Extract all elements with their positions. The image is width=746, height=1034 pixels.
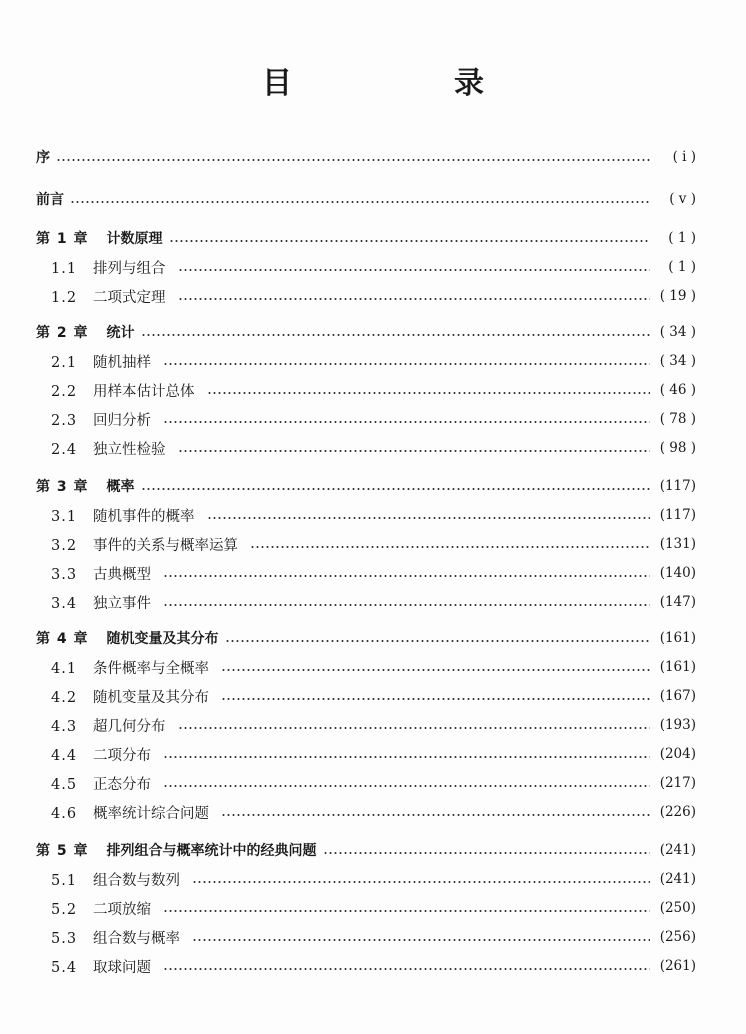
dot-leader — [250, 546, 650, 548]
toc-page-number: (241) — [659, 842, 696, 858]
toc-page-number: ( ⅰ ) — [672, 149, 696, 165]
toc-section-entry — [36, 408, 696, 430]
toc-entry-title — [51, 534, 238, 555]
toc-entry-number: 3.4 — [51, 595, 78, 612]
toc-chapter-entry — [36, 188, 696, 210]
toc-page-number: (161) — [659, 659, 696, 675]
dot-leader — [141, 488, 651, 490]
toc-entry-title — [51, 563, 151, 584]
toc-page-number: (204) — [659, 746, 696, 762]
toc-entry-label: 排列与组合 — [93, 260, 166, 277]
dot-leader — [163, 785, 650, 787]
dot-leader — [207, 392, 651, 394]
dot-leader — [192, 881, 650, 883]
toc-entry-label: 随机抽样 — [93, 354, 151, 371]
dot-leader — [221, 669, 650, 671]
toc-entry-label: 二项分布 — [93, 747, 151, 764]
dot-leader — [163, 363, 650, 365]
toc-entry-label: 二项放缩 — [93, 901, 151, 918]
toc-entry-number: 2.1 — [51, 354, 78, 371]
toc-entry-number: 1.1 — [51, 260, 78, 277]
toc-entry-label: 正态分布 — [93, 776, 151, 793]
dot-leader — [221, 698, 650, 700]
toc-page-number: (250) — [659, 900, 696, 916]
toc-page-number: ( ⅴ ) — [669, 191, 696, 207]
toc-entry-title — [51, 286, 166, 307]
toc-entry-label: 取球问题 — [93, 959, 151, 976]
toc-page-number: (256) — [659, 929, 696, 945]
dot-leader — [178, 450, 651, 452]
dot-leader — [192, 939, 650, 941]
toc-entry-title — [51, 715, 166, 736]
toc-entry-label: 条件概率与全概率 — [93, 660, 209, 677]
dot-leader — [225, 640, 651, 642]
toc-page-number: (193) — [659, 717, 696, 733]
toc-entry-title — [51, 351, 151, 372]
toc-page-number: (140) — [659, 565, 696, 581]
toc-entry-number: 2.2 — [51, 383, 78, 400]
dot-leader — [163, 968, 650, 970]
toc-section-entry — [36, 868, 696, 890]
toc-entry-label: 独立性检验 — [93, 441, 166, 458]
toc-section-entry — [36, 504, 696, 526]
toc-entry-title — [36, 322, 135, 342]
toc-section-entry — [36, 437, 696, 459]
toc-page-number: (241) — [659, 871, 696, 887]
toc-entry-label: 统计 — [106, 325, 135, 341]
toc-page-number: (167) — [659, 688, 696, 704]
toc-entry-number: 2.3 — [51, 412, 78, 429]
toc-section-entry — [36, 256, 696, 278]
toc-entry-label: 回归分析 — [93, 412, 151, 429]
toc-entry-number: 3.1 — [51, 508, 78, 525]
toc-section-entry — [36, 897, 696, 919]
toc-entry-title — [36, 840, 317, 860]
toc-entry-title — [51, 927, 180, 948]
toc-section-entry — [36, 591, 696, 613]
toc-entry-title — [51, 380, 195, 401]
toc-section-entry — [36, 379, 696, 401]
toc-page-number: (131) — [659, 536, 696, 552]
toc-section-entry — [36, 955, 696, 977]
dot-leader — [141, 334, 651, 336]
toc-entry-number: 4.5 — [51, 776, 78, 793]
toc-section-entry — [36, 772, 696, 794]
dot-leader — [163, 421, 650, 423]
toc-entry-title — [51, 956, 151, 977]
toc-entry-number: 第 1 章 — [36, 231, 89, 247]
toc-entry-title — [51, 773, 151, 794]
toc-entry-number: 1.2 — [51, 289, 78, 306]
toc-entry-title — [36, 628, 219, 648]
dot-leader — [163, 910, 650, 912]
toc-entry-title — [51, 438, 166, 459]
toc-section-entry — [36, 533, 696, 555]
toc-chapter-entry — [36, 321, 696, 343]
toc-entry-title — [36, 147, 50, 167]
toc-entry-label: 概率 — [106, 479, 135, 495]
toc-entry-number: 4.6 — [51, 805, 78, 822]
toc-entry-number: 2.4 — [51, 441, 78, 458]
toc-section-entry — [36, 801, 696, 823]
toc-page-number: (117) — [659, 478, 696, 494]
toc-entry-label: 独立事件 — [93, 595, 151, 612]
toc-chapter-entry — [36, 146, 696, 168]
dot-leader — [178, 298, 651, 300]
toc-entry-title — [36, 189, 64, 209]
toc-page-number: ( 1 ) — [668, 259, 696, 275]
toc-entry-title — [51, 505, 195, 526]
toc-page-number: ( 1 ) — [668, 230, 696, 246]
toc-entry-number: 5.3 — [51, 930, 78, 947]
toc-section-entry — [36, 926, 696, 948]
toc-entry-number: 4.1 — [51, 660, 78, 677]
toc-entry-label: 排列组合与概率统计中的经典问题 — [106, 843, 317, 859]
toc-entry-label: 概率统计综合问题 — [93, 805, 209, 822]
toc-entry-label: 计数原理 — [106, 231, 163, 247]
toc-entry-title — [51, 802, 209, 823]
page-title: 目 录 — [262, 66, 550, 101]
toc-entry-number: 3.2 — [51, 537, 78, 554]
toc-entry-label: 随机事件的概率 — [93, 508, 195, 525]
toc-entry-label: 组合数与概率 — [93, 930, 180, 947]
toc-entry-number: 第 3 章 — [36, 479, 89, 495]
toc-chapter-entry — [36, 839, 696, 861]
toc-entry-title — [51, 898, 151, 919]
toc-entry-label: 随机变量及其分布 — [93, 689, 209, 706]
dot-leader — [323, 852, 651, 854]
dot-leader — [178, 269, 651, 271]
toc-section-entry — [36, 350, 696, 372]
toc-entry-title — [51, 686, 209, 707]
toc-page-number: (226) — [659, 804, 696, 820]
toc-entry-number: 4.4 — [51, 747, 78, 764]
toc-entry-label: 超几何分布 — [93, 718, 166, 735]
toc-section-entry — [36, 743, 696, 765]
toc-entry-title — [51, 257, 166, 278]
toc-chapter-entry — [36, 227, 696, 249]
toc-entry-title — [51, 592, 151, 613]
toc-entry-number: 4.3 — [51, 718, 78, 735]
toc-entry-number: 3.3 — [51, 566, 78, 583]
dot-leader — [163, 604, 650, 606]
toc-page-number: ( 34 ) — [659, 353, 696, 369]
toc-entry-number: 第 5 章 — [36, 843, 89, 859]
toc-entry-title — [36, 228, 163, 248]
toc-entry-label: 组合数与数列 — [93, 872, 180, 889]
toc-entry-number: 5.2 — [51, 901, 78, 918]
toc-entry-title — [36, 476, 135, 496]
toc-section-entry — [36, 562, 696, 584]
toc-entry-label: 序 — [36, 150, 50, 166]
toc-entry-number: 5.4 — [51, 959, 78, 976]
dot-leader — [207, 517, 651, 519]
toc-chapter-entry — [36, 475, 696, 497]
toc-entry-number: 第 4 章 — [36, 631, 89, 647]
toc-page-number: ( 98 ) — [659, 440, 696, 456]
toc-page-number: ( 34 ) — [659, 324, 696, 340]
toc-entry-label: 古典概型 — [93, 566, 151, 583]
toc-page-number: (147) — [659, 594, 696, 610]
dot-leader — [163, 575, 650, 577]
toc-page-number: (161) — [659, 630, 696, 646]
toc-page-number: (217) — [659, 775, 696, 791]
toc-section-entry — [36, 685, 696, 707]
toc-section-entry — [36, 656, 696, 678]
dot-leader — [70, 201, 650, 203]
toc-entry-number: 第 2 章 — [36, 325, 89, 341]
dot-leader — [56, 159, 650, 161]
dot-leader — [221, 814, 650, 816]
dot-leader — [178, 727, 651, 729]
toc-entry-number: 4.2 — [51, 689, 78, 706]
toc-entry-label: 随机变量及其分布 — [106, 631, 219, 647]
toc-section-entry — [36, 714, 696, 736]
toc-entry-label: 事件的关系与概率运算 — [93, 537, 238, 554]
toc-entry-title — [51, 744, 151, 765]
toc-page-number: ( 78 ) — [659, 411, 696, 427]
toc-entry-label: 二项式定理 — [93, 289, 166, 306]
toc-page-number: (117) — [659, 507, 696, 523]
dot-leader — [169, 240, 651, 242]
dot-leader — [163, 756, 650, 758]
toc-chapter-entry — [36, 627, 696, 649]
toc-entry-title — [51, 869, 180, 890]
toc-entry-label: 用样本估计总体 — [93, 383, 195, 400]
toc-entry-title — [51, 409, 151, 430]
toc-page-number: ( 19 ) — [659, 288, 696, 304]
toc-page-number: ( 46 ) — [659, 382, 696, 398]
toc-entry-title — [51, 657, 209, 678]
toc-entry-number: 5.1 — [51, 872, 78, 889]
toc-page-number: (261) — [659, 958, 696, 974]
toc-section-entry — [36, 285, 696, 307]
toc-entry-label: 前言 — [36, 192, 64, 208]
